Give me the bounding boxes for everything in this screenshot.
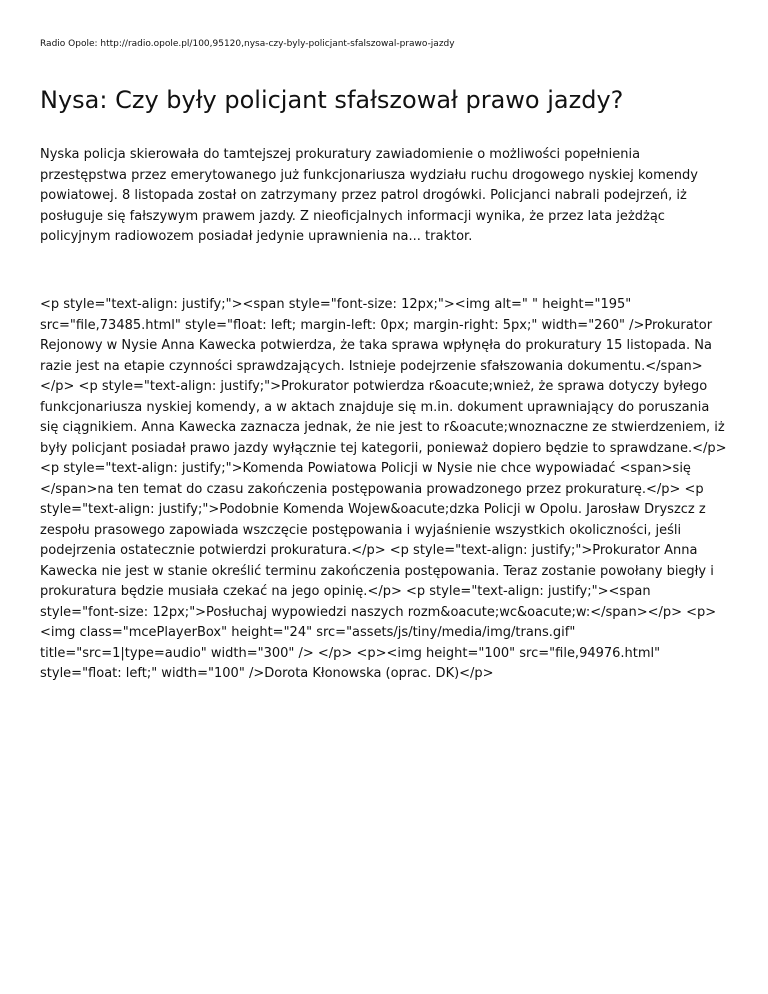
article-lead: Nyska policja skierowała do tamtejszej prokuratury zawiadomienie o możliwości popełnienia przestępstwa przez emerytowanego już funkcjonariusza wydziału ruchu drogowego nyskiej komendy powiatowej. 8 listopada został on zatrzymany przez patrol drogówki. Policjanci nabrali podejrzeń, iż posługuje się fałszywym prawem jazdy. Z nieoficjalnych informacji wynika, że przez lata jeżdżąc policyjnym radiowozem posiadał jedynie uprawnienia na... traktor. xyxy=(40,147,698,244)
article-body-raw-html: <p style="text-align: justify;"><span style="font-size: 12px;"><img alt=" " height="195" src="file,73485.html" style="float: left; margin-left: 0px; margin-right: 5px;" width="260" />Prokurator Rejonowy w Nysie Anna Kawecka potwierdza, że taka sprawa wpłynęła do prokuratury 15 listopada. Na razie jest na etapie czynności sprawdzających. Istnieje podejrzenie sfałszowania dokumentu.</span></p> <p style="text-align: justify;">Prokurator potwierdza r&oacute;wnież, że sprawa dotyczy byłego funkcjonariusza nyskiej komendy, a w aktach znajduje się m.in. dokument uprawniający do poruszania się ciągnikiem. Anna Kawecka zaznacza jednak, że nie jest to r&oacute;wnoznaczne ze stwierdzeniem, iż były policjant posiadał prawo jazdy wyłącznie tej kategorii, ponieważ dopiero będzie to sprawdzane.</p> <p style="text-align: justify;">Komenda Powiatowa Policji w Nysie nie chce wypowiadać <span>się </span>na ten temat do czasu zakończenia postępowania prowadzonego przez prokuraturę.</p> <p style="text-align: justify;">Podobnie Komenda Wojew&oacute;dzka Policji w Opolu. Jarosław Dryszcz z zespołu prasowego zapowiada wszczęcie postępowania i wyjaśnienie wszystkich okoliczności, jeśli podejrzenia ostatecznie potwierdzi prokuratura.</p> <p style="text-align: justify;">Prokurator Anna Kawecka nie jest w stanie określić terminu zakończenia postępowania. Teraz zostanie powołany biegły i prokuratura będzie musiała czekać na jego opinię.</p> <p style="text-align: justify;"><span style="font-size: 12px;">Posłuchaj wypowiedzi naszych rozm&oacute;wc&oacute;w:</span></p> <p><img class="mcePlayerBox" height="24" src="assets/js/tiny/media/img/trans.gif" title="src=1|type=audio" width="300" /> </p> <p><img height="100" src="file,94976.html" style="float: left;" width="100" />Dorota Kłonowska (oprac. DK)</p> xyxy=(40,297,727,681)
source-url-line: Radio Opole: http://radio.opole.pl/100,95120,nysa-czy-byly-policjant-sfalszowal-prawo-jazdy xyxy=(40,39,455,49)
article-title: Nysa: Czy były policjant sfałszował prawo jazdy? xyxy=(40,86,624,114)
